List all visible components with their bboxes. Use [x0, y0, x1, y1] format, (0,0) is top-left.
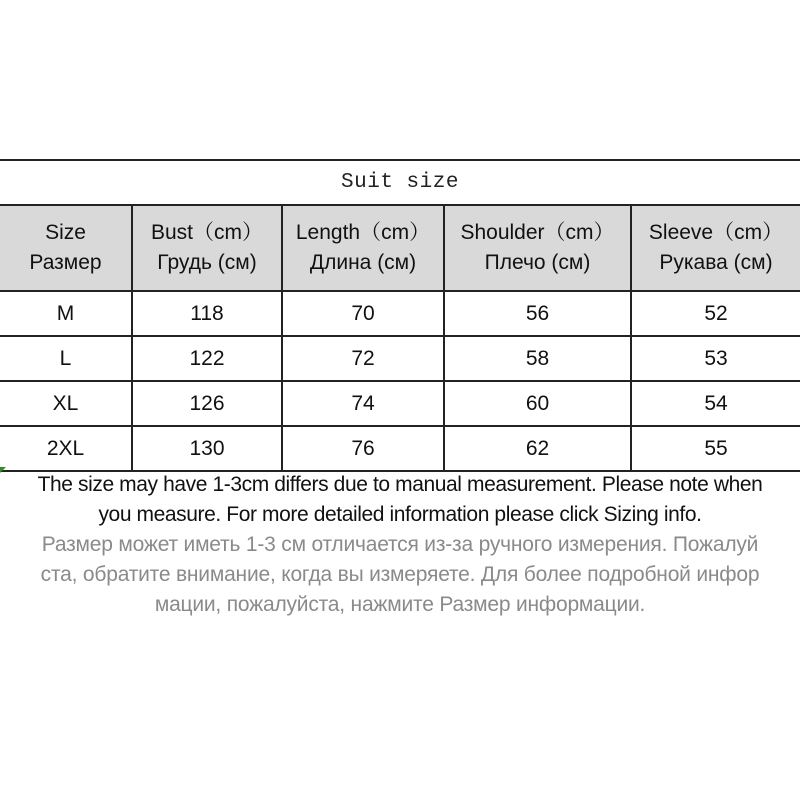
header-sleeve-ru: Рукава (см)	[659, 251, 773, 274]
cell-sleeve: 55	[631, 426, 800, 471]
note-english	[0, 470, 800, 530]
cell-sleeve: 52	[631, 291, 800, 336]
header-length	[282, 205, 444, 291]
note-english-line: The size may have 1-3cm differs due to manual measurement. Please note when	[37, 473, 763, 496]
table-row	[0, 336, 800, 381]
header-shoulder	[444, 205, 631, 291]
cell-shoulder: 60	[444, 381, 631, 426]
cell-sleeve: 54	[631, 381, 800, 426]
cell-size: L	[0, 336, 132, 381]
cell-shoulder: 58	[444, 336, 631, 381]
header-size	[0, 205, 132, 291]
cell-bust: 118	[132, 291, 282, 336]
cell-shoulder: 62	[444, 426, 631, 471]
note-russian-line: ста, обратите внимание, когда вы измеряете. Для более подробной инфор	[40, 563, 760, 586]
measurement-notes	[0, 470, 800, 620]
header-sleeve	[631, 205, 800, 291]
header-size-en: Size	[45, 221, 86, 244]
table-row	[0, 291, 800, 336]
header-bust-ru: Грудь (см)	[157, 251, 257, 274]
cell-length: 76	[282, 426, 444, 471]
cell-sleeve: 53	[631, 336, 800, 381]
cell-size: M	[0, 291, 132, 336]
header-length-en: Length（cm）	[295, 221, 431, 244]
cell-length: 70	[282, 291, 444, 336]
size-table	[0, 159, 800, 472]
header-shoulder-ru: Плечо (см)	[484, 251, 591, 274]
header-size-ru: Размер	[29, 251, 102, 274]
header-bust-en: Bust（cm）	[150, 221, 263, 244]
note-russian-line: Размер может иметь 1-3 см отличается из-за ручного измерения. Пожалуй	[41, 533, 759, 556]
cell-shoulder: 56	[444, 291, 631, 336]
header-sleeve-en: Sleeve（cm）	[648, 221, 784, 244]
cell-bust: 122	[132, 336, 282, 381]
note-english-line: you measure. For more detailed information please click Sizing info.	[98, 503, 702, 526]
header-shoulder-en: Shoulder（cm）	[460, 221, 615, 244]
table-title-row	[0, 160, 800, 205]
table-row	[0, 426, 800, 471]
size-chart	[0, 159, 800, 472]
header-length-ru: Длина (см)	[309, 251, 417, 274]
table-title: Suit size	[0, 160, 800, 205]
header-bust	[132, 205, 282, 291]
cell-size: 2XL	[0, 426, 132, 471]
cell-bust: 130	[132, 426, 282, 471]
cell-size: XL	[0, 381, 132, 426]
table-row	[0, 381, 800, 426]
note-russian	[0, 530, 800, 620]
note-russian-line: мации, пожалуйста, нажмите Размер информации.	[154, 593, 646, 616]
cell-length: 72	[282, 336, 444, 381]
cell-bust: 126	[132, 381, 282, 426]
cell-length: 74	[282, 381, 444, 426]
table-header-row	[0, 205, 800, 291]
